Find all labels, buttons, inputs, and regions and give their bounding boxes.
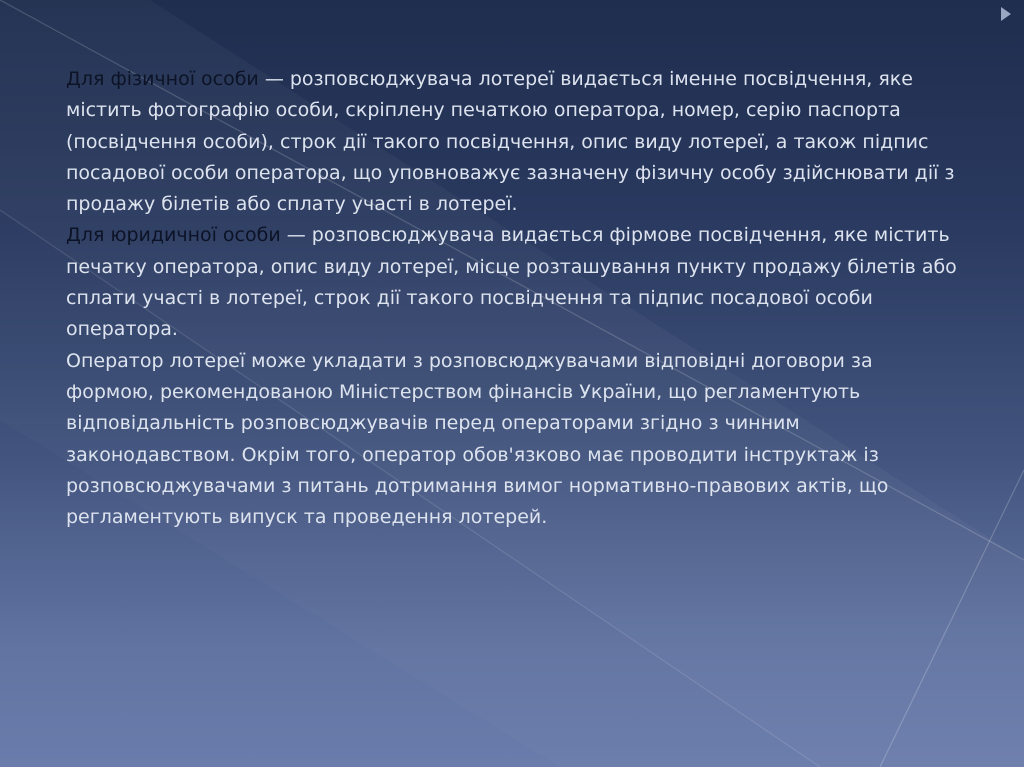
paragraph-text: — розповсюджувача видається фірмове посвідчення, яке містить печатку оператора, опис виду лотереї, місце розташування пункту продажу білетів або сплати участі в лотереї, строк дії такого посвідчення та підпис посадової особи оператора.: [66, 224, 957, 341]
paragraph-legal-entity: [66, 220, 966, 345]
paragraph-text: — розповсюджувача лотереї видається іменне посвідчення, яке містить фотографію особи, скріплену печаткою оператора, номер, серію паспорта (посвідчення особи), строк дії такого посвідчення, опис виду лотереї, а також підпис посадової особи оператора, що уповноважує зазначену фізичну особу здійснювати дії з продажу білетів або сплату участі в лотереї.: [66, 68, 955, 216]
term-legal-entity: Для юридичної особи: [66, 224, 281, 247]
term-individual: Для фізичної особи: [66, 68, 259, 90]
slide-body: [66, 64, 966, 533]
triangle-right-icon: [1001, 7, 1011, 21]
paragraph-operator: [66, 346, 966, 534]
paragraph-individual: [66, 64, 966, 220]
paragraph-text: Оператор лотереї може укладати з розповсюджувачами відповідні договори за формою, рекомендованою Міністерством фінансів України, що регламентують відповідальність розповсюджувачів перед операторами згідно з чинним законодавством. Окрім того, оператор обов'язково має проводити інструктаж із розповсюджувачами з питань дотримання вимог нормативно-правових актів, що регламентують випуск та проведення лотерей.: [66, 349, 889, 529]
